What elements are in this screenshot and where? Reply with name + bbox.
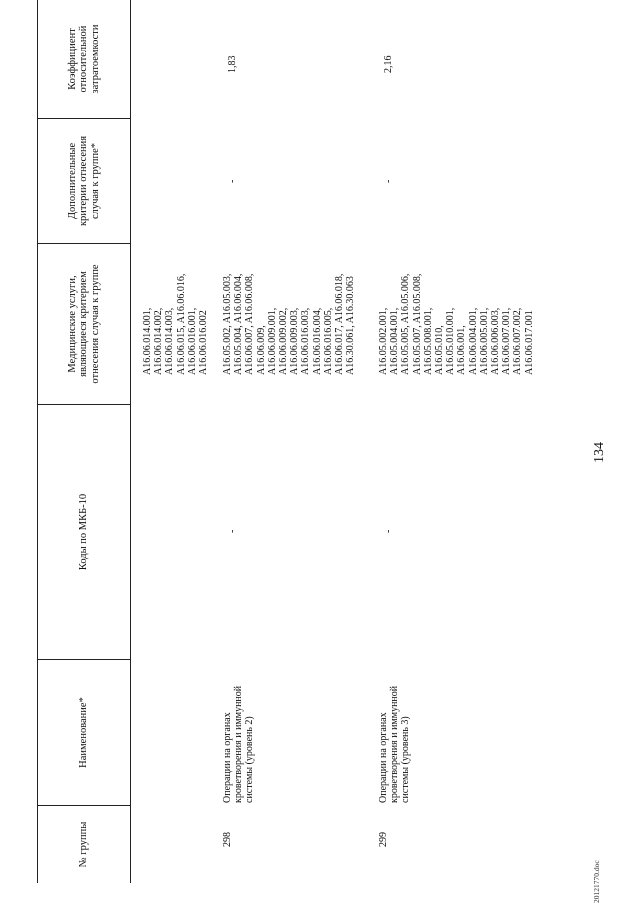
page-number: 134 [592, 442, 607, 463]
header-extra-criteria: Дополнительные критерии отнесения случая к группе* [66, 135, 101, 227]
header-services: Медицинские услуги, являющиеся критерием отнесения случая к группе [66, 264, 101, 384]
continuation-codes: A16.06.014.001, A16.06.014.002, A16.06.014.003, A16.06.015, A16.06.016, A16.06.016.001, A16.06.016.002 [142, 273, 210, 375]
header-coefficient: Коэффициент относительной затратоемкости [66, 24, 101, 94]
header-icd-codes: Коды по МКБ-10 [78, 493, 90, 571]
footer-filename: 20121770.doc [592, 860, 601, 903]
header-group-no: № группы [78, 821, 90, 868]
row-299-icd: - [383, 529, 394, 533]
row-299-coef: 2,16 [383, 55, 394, 73]
row-299-name: Операции на органах кроветворения и иммунной системы (уровень 3) [378, 685, 412, 803]
row-298-icd: - [227, 529, 238, 533]
row-298-codes: A16.05.002, A16.05.003, A16.05.004, A16.06.004, A16.06.007, A16.06.008, A16.06.009, A16.06.009.001, A16.06.009.002, A16.06.009.003, A16.06.016.003, A16.06.016.004, A16.06.016.005, A16.06.017, A16.06.018, A16.30.061, A16.30.063 [222, 273, 357, 375]
row-299-extra: - [383, 179, 394, 183]
row-298-extra: - [227, 179, 238, 183]
header-bottom-rule [130, 0, 131, 883]
row-299-codes: A16.05.002.001, A16.05.004.001, A16.05.005, A16.05.006, A16.05.007, A16.05.008, A16.05.008.001, A16.05.010, A16.05.010.001, A16.06.001, A16.06.004.001, A16.06.005.001, A16.06.006.003, A16.06.007.001, A16.06.007.002, A16.06.017.001 [378, 273, 535, 375]
row-298-group: 298 [222, 832, 233, 847]
row-298-coef: 1,83 [227, 55, 238, 73]
row-299-group: 299 [378, 832, 389, 847]
header-name: Наименование* [78, 697, 90, 768]
row-298-name: Операции на органах кроветворения и иммунной системы (уровень 2) [222, 685, 256, 803]
